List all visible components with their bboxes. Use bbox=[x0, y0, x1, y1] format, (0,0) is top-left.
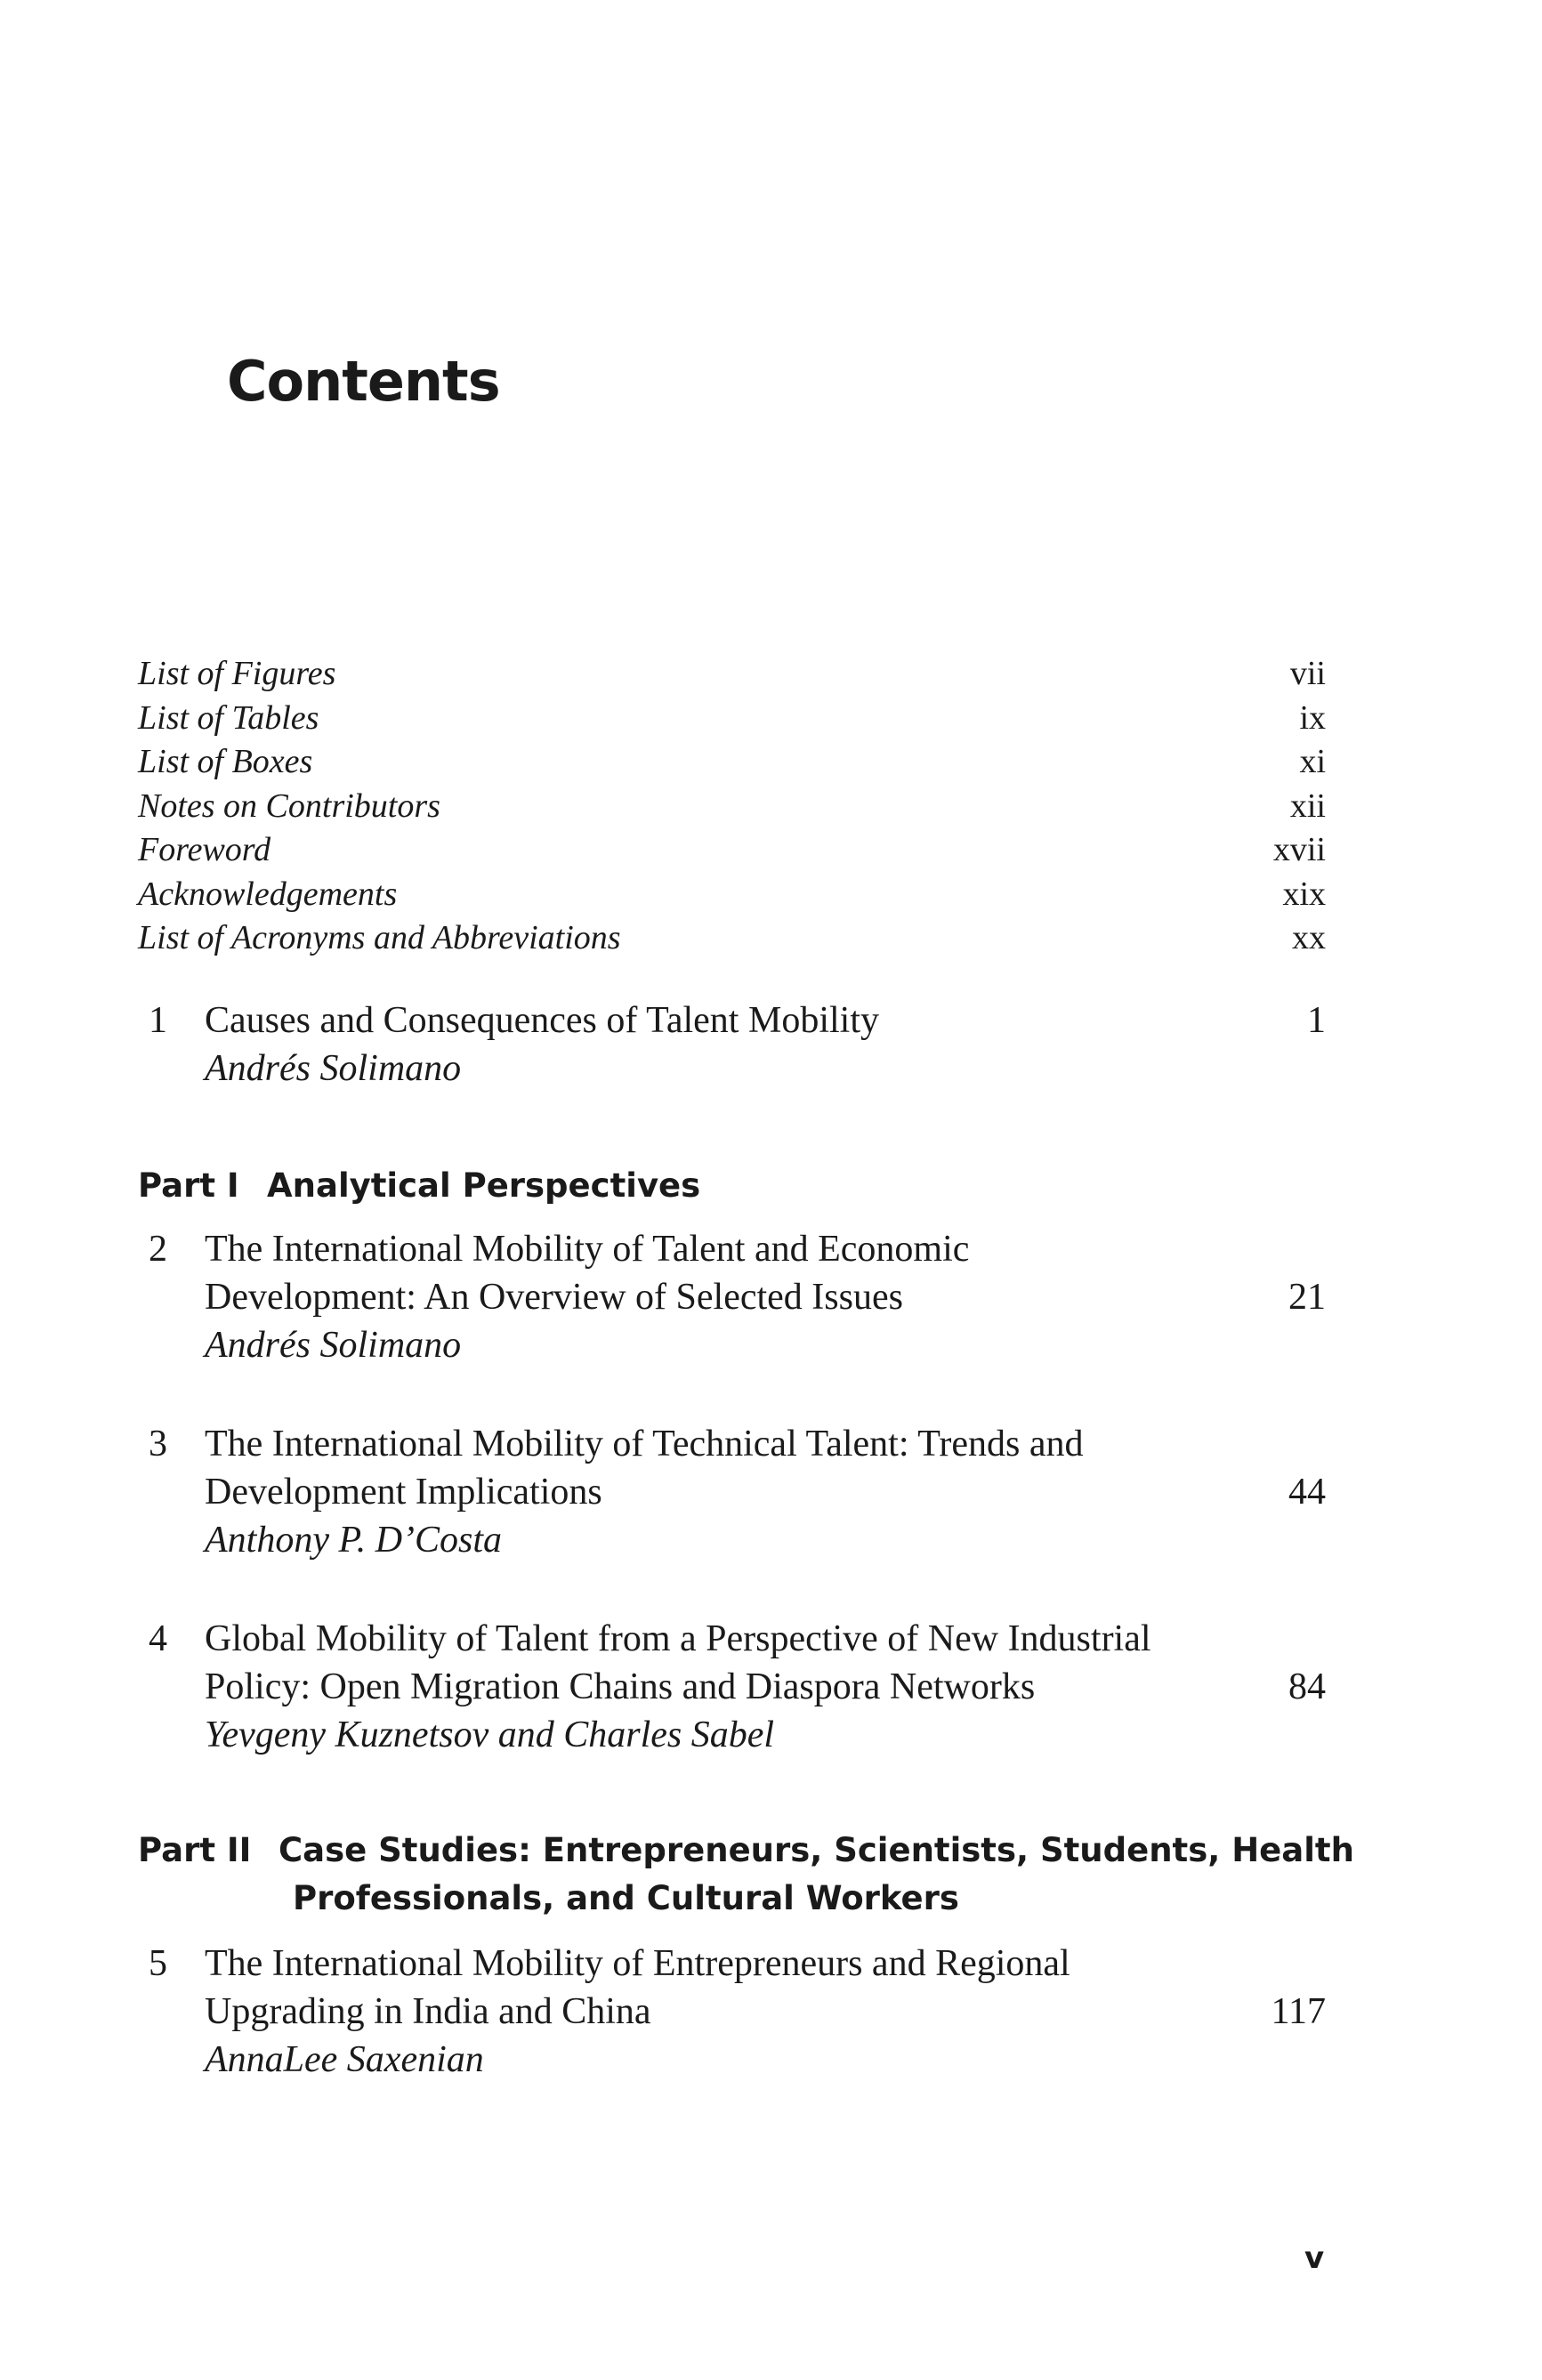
front-matter-item bbox=[138, 785, 1326, 829]
chapter-author: Andrés Solimano bbox=[205, 1325, 462, 1366]
chapter-page: 44 bbox=[1288, 1472, 1326, 1513]
chapter-title: The International Mobility of Entrepreneurs and Regional bbox=[205, 1943, 1070, 1984]
front-matter-item bbox=[138, 916, 1326, 961]
chapter-title: Global Mobility of Talent from a Perspective of New Industrial bbox=[205, 1618, 1151, 1659]
front-matter-title: List of Figures bbox=[138, 655, 336, 692]
chapter-number: 2 bbox=[149, 1229, 167, 1270]
part-label: Part I bbox=[138, 1166, 239, 1205]
chapter-title: The International Mobility of Technical Talent: Trends and bbox=[205, 1424, 1084, 1464]
chapter-title: Development Implications bbox=[205, 1472, 602, 1513]
front-matter-title: Acknowledgements bbox=[138, 875, 398, 913]
chapter-number: 3 bbox=[149, 1424, 167, 1464]
part-title: Analytical Perspectives bbox=[267, 1166, 701, 1205]
chapter-page: 1 bbox=[1307, 1000, 1326, 1041]
front-matter-item bbox=[138, 828, 1326, 873]
front-matter-title: List of Acronyms and Abbreviations bbox=[138, 919, 621, 956]
part-title: Professionals, and Cultural Workers bbox=[293, 1879, 959, 1917]
part-label: Part II bbox=[138, 1831, 252, 1869]
part-title: Case Studies: Entrepreneurs, Scientists, Students, Health bbox=[279, 1831, 1354, 1869]
front-matter-title: List of Tables bbox=[138, 698, 319, 737]
chapter-number: 1 bbox=[149, 1000, 167, 1041]
chapter-author: Yevgeny Kuznetsov and Charles Sabel bbox=[205, 1714, 775, 1755]
front-matter-item bbox=[138, 740, 1326, 785]
front-matter-item bbox=[138, 697, 1326, 741]
chapter-author: Andrés Solimano bbox=[205, 1048, 462, 1089]
front-matter-list bbox=[138, 652, 1326, 961]
chapter-page: 84 bbox=[1288, 1666, 1326, 1707]
chapter-title: Causes and Consequences of Talent Mobility bbox=[205, 1000, 879, 1041]
chapter-author: AnnaLee Saxenian bbox=[205, 2039, 484, 2080]
chapter-page: 117 bbox=[1271, 1991, 1326, 2032]
chapter-title: Development: An Overview of Selected Issues bbox=[205, 1277, 903, 1318]
front-matter-page: xix bbox=[1282, 875, 1326, 913]
front-matter-page: vii bbox=[1289, 655, 1326, 692]
page-title: Contents bbox=[227, 349, 500, 414]
chapter-page: 21 bbox=[1288, 1277, 1326, 1318]
front-matter-item bbox=[138, 652, 1326, 697]
front-matter-title: Notes on Contributors bbox=[138, 787, 440, 825]
front-matter-title: Foreword bbox=[138, 831, 271, 868]
chapter-title: The International Mobility of Talent and Economic bbox=[205, 1229, 970, 1270]
front-matter-page: ix bbox=[1299, 698, 1326, 737]
front-matter-title: List of Boxes bbox=[138, 743, 313, 780]
front-matter-page: xvii bbox=[1272, 831, 1326, 868]
front-matter-page: xx bbox=[1292, 919, 1326, 956]
front-matter-page: xi bbox=[1299, 743, 1326, 780]
front-matter-item bbox=[138, 873, 1326, 917]
chapter-title: Upgrading in India and China bbox=[205, 1991, 651, 2032]
chapter-number: 4 bbox=[149, 1618, 167, 1659]
chapter-author: Anthony P. D’Costa bbox=[205, 1520, 503, 1561]
chapter-title: Policy: Open Migration Chains and Diaspora Networks bbox=[205, 1666, 1036, 1707]
chapter-number: 5 bbox=[149, 1943, 167, 1984]
front-matter-page: xii bbox=[1289, 787, 1326, 825]
page-number: v bbox=[1304, 2240, 1325, 2276]
